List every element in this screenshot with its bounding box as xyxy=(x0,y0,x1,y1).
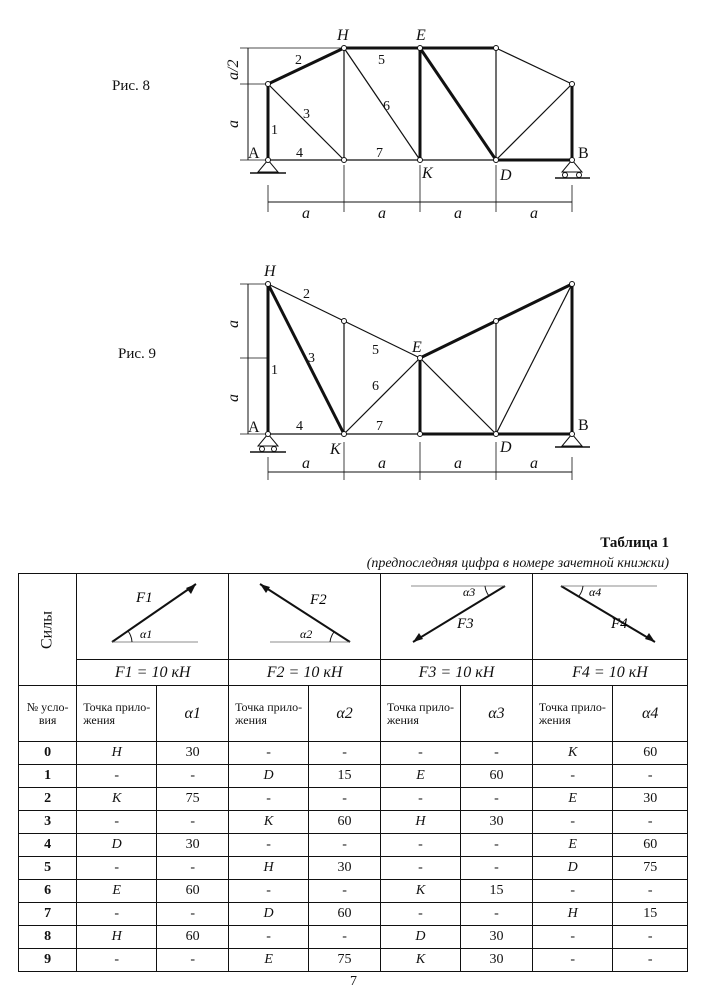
force-4-diagram xyxy=(532,574,687,660)
application-point: - xyxy=(532,926,613,949)
application-point: E xyxy=(532,788,613,811)
angle-value: - xyxy=(460,742,532,765)
angle-value: - xyxy=(613,811,688,834)
dim-a-1: a xyxy=(302,455,310,472)
force-4-arrow-icon xyxy=(533,574,687,654)
figure9-truss xyxy=(0,262,707,482)
page-number: 7 xyxy=(350,974,357,989)
condition-number: 2 xyxy=(19,788,77,811)
node-B: B xyxy=(578,417,589,434)
point-header-2: Точка прило-жения xyxy=(229,686,309,742)
angle-value: - xyxy=(309,834,381,857)
condition-number: 7 xyxy=(19,903,77,926)
angle-value: - xyxy=(613,765,688,788)
angle-value: - xyxy=(309,742,381,765)
dim-a-1: a xyxy=(302,205,310,220)
table-row xyxy=(19,742,688,765)
application-point: E xyxy=(229,949,309,972)
dim-a-upper: a xyxy=(225,320,242,328)
alpha-header-1: α1 xyxy=(157,686,229,742)
application-point: H xyxy=(381,811,461,834)
force-1-name: F1 xyxy=(135,590,153,606)
application-point: E xyxy=(77,880,157,903)
dim-a-2: a xyxy=(378,455,386,472)
angle-value: 15 xyxy=(460,880,532,903)
member-5: 5 xyxy=(378,53,385,68)
application-point: - xyxy=(532,811,613,834)
force-3-diagram xyxy=(381,574,533,660)
figure9-caption: Рис. 9 xyxy=(118,346,157,362)
node-B: B xyxy=(578,145,589,162)
alpha-2-label: α2 xyxy=(299,627,312,641)
angle-value: 60 xyxy=(460,765,532,788)
point-header-4: Точка прило-жения xyxy=(532,686,613,742)
application-point: - xyxy=(381,788,461,811)
force-4-name: F4 xyxy=(610,616,628,632)
application-point: D xyxy=(229,765,309,788)
node-K: K xyxy=(422,165,433,182)
angle-value: - xyxy=(613,926,688,949)
member-6: 6 xyxy=(383,99,390,114)
alpha-header-3: α3 xyxy=(460,686,532,742)
dim-a-lower: a xyxy=(225,394,242,402)
angle-value: 30 xyxy=(613,788,688,811)
node-H: H xyxy=(337,27,349,44)
application-point: - xyxy=(381,857,461,880)
application-point: K xyxy=(381,949,461,972)
member-3: 3 xyxy=(308,351,315,366)
angle-value: - xyxy=(460,834,532,857)
application-point: K xyxy=(229,811,309,834)
alpha-3-label: α3 xyxy=(463,585,476,599)
figure8-truss xyxy=(0,20,707,220)
angle-value: 60 xyxy=(613,834,688,857)
angle-value: 30 xyxy=(460,811,532,834)
forces-label: Силы xyxy=(38,610,56,649)
angle-value: - xyxy=(460,903,532,926)
member-7: 7 xyxy=(376,146,383,161)
member-2: 2 xyxy=(303,287,310,302)
table-row xyxy=(19,880,688,903)
angle-value: - xyxy=(157,857,229,880)
alpha-4-label: α4 xyxy=(588,585,602,599)
condition-number: 4 xyxy=(19,834,77,857)
dim-a-4: a xyxy=(530,205,538,220)
application-point: - xyxy=(229,880,309,903)
application-point: - xyxy=(77,811,157,834)
force-3-arrow-icon xyxy=(381,574,531,654)
forces-header-cell xyxy=(19,574,77,686)
node-E: E xyxy=(412,339,422,356)
member-4: 4 xyxy=(296,419,303,434)
application-point: - xyxy=(229,926,309,949)
dim-a-3: a xyxy=(454,455,462,472)
node-D: D xyxy=(500,439,512,456)
angle-value: - xyxy=(157,903,229,926)
angle-value: 60 xyxy=(157,926,229,949)
angle-value: - xyxy=(613,880,688,903)
table-row xyxy=(19,857,688,880)
application-point: H xyxy=(229,857,309,880)
angle-value: 60 xyxy=(309,811,381,834)
force-2-value: F2 = 10 кН xyxy=(229,660,381,686)
angle-value: 15 xyxy=(309,765,381,788)
application-point: K xyxy=(381,880,461,903)
application-point: K xyxy=(532,742,613,765)
application-point: D xyxy=(229,903,309,926)
angle-value: 30 xyxy=(309,857,381,880)
angle-value: - xyxy=(157,811,229,834)
member-3: 3 xyxy=(303,107,310,122)
angle-value: 75 xyxy=(613,857,688,880)
angle-value: - xyxy=(157,949,229,972)
angle-value: 75 xyxy=(157,788,229,811)
angle-value: - xyxy=(460,857,532,880)
application-point: E xyxy=(532,834,613,857)
alpha-1-label: α1 xyxy=(139,627,152,641)
angle-value: - xyxy=(309,926,381,949)
angle-value: - xyxy=(309,880,381,903)
force-4-value: F4 = 10 кН xyxy=(532,660,687,686)
application-point: - xyxy=(532,880,613,903)
point-header-1: Точка прило-жения xyxy=(77,686,157,742)
force-1-diagram xyxy=(77,574,229,660)
table-row xyxy=(19,926,688,949)
dim-a-3: a xyxy=(454,205,462,220)
condition-number: 5 xyxy=(19,857,77,880)
condition-number: 1 xyxy=(19,765,77,788)
application-point: - xyxy=(229,834,309,857)
force-2-name: F2 xyxy=(309,592,327,608)
application-point: - xyxy=(381,903,461,926)
table-row xyxy=(19,765,688,788)
member-6: 6 xyxy=(372,379,379,394)
force-1-arrow-icon xyxy=(78,574,228,654)
application-point: - xyxy=(77,949,157,972)
alpha-header-2: α2 xyxy=(309,686,381,742)
force-3-name: F3 xyxy=(457,616,475,632)
application-point: H xyxy=(77,926,157,949)
angle-value: 60 xyxy=(613,742,688,765)
application-point: - xyxy=(229,788,309,811)
condition-header: № усло-вия xyxy=(19,686,77,742)
angle-value: 75 xyxy=(309,949,381,972)
node-E: E xyxy=(416,27,426,44)
dim-a-half: a/2 xyxy=(225,59,242,80)
node-A: A xyxy=(248,145,260,162)
table-row xyxy=(19,811,688,834)
alpha-header-4: α4 xyxy=(613,686,688,742)
angle-value: 30 xyxy=(157,834,229,857)
member-5: 5 xyxy=(372,343,379,358)
angle-value: 30 xyxy=(460,926,532,949)
member-7: 7 xyxy=(376,419,383,434)
application-point: - xyxy=(532,765,613,788)
angle-value: 60 xyxy=(157,880,229,903)
condition-number: 0 xyxy=(19,742,77,765)
application-point: D xyxy=(532,857,613,880)
member-2: 2 xyxy=(295,53,302,68)
angle-value: 30 xyxy=(460,949,532,972)
dim-a-4: a xyxy=(530,455,538,472)
application-point: D xyxy=(77,834,157,857)
table-row xyxy=(19,903,688,926)
application-point: - xyxy=(77,765,157,788)
force-1-value: F1 = 10 кН xyxy=(77,660,229,686)
condition-number: 8 xyxy=(19,926,77,949)
force-2-arrow-icon xyxy=(230,574,380,654)
table-body xyxy=(19,742,688,972)
dim-a-2: a xyxy=(378,205,386,220)
member-1: 1 xyxy=(271,123,278,138)
condition-number: 6 xyxy=(19,880,77,903)
figure8-caption: Рис. 8 xyxy=(112,78,151,94)
application-point: H xyxy=(532,903,613,926)
table-title: Таблица 1 xyxy=(600,535,669,551)
application-point: - xyxy=(532,949,613,972)
angle-value: - xyxy=(460,788,532,811)
angle-value: - xyxy=(613,949,688,972)
node-A: A xyxy=(248,419,260,436)
application-point: - xyxy=(381,834,461,857)
condition-number: 9 xyxy=(19,949,77,972)
application-point: H xyxy=(77,742,157,765)
table-subtitle: (предпоследняя цифра в номере зачетной книжки) xyxy=(366,556,669,571)
point-header-3: Точка прило-жения xyxy=(381,686,461,742)
condition-number: 3 xyxy=(19,811,77,834)
application-point: - xyxy=(381,742,461,765)
application-point: E xyxy=(381,765,461,788)
member-4: 4 xyxy=(296,146,303,161)
angle-value: 15 xyxy=(613,903,688,926)
application-point: - xyxy=(229,742,309,765)
table-row xyxy=(19,834,688,857)
table-row xyxy=(19,949,688,972)
application-point: D xyxy=(381,926,461,949)
angle-value: - xyxy=(157,765,229,788)
angle-value: - xyxy=(309,788,381,811)
application-point: - xyxy=(77,903,157,926)
angle-value: 60 xyxy=(309,903,381,926)
application-point: - xyxy=(77,857,157,880)
forces-table xyxy=(18,573,688,972)
application-point: K xyxy=(77,788,157,811)
node-D: D xyxy=(500,167,512,184)
angle-value: 30 xyxy=(157,742,229,765)
node-K: K xyxy=(330,441,341,458)
member-1: 1 xyxy=(271,363,278,378)
dim-a-vertical: a xyxy=(225,120,242,128)
force-2-diagram xyxy=(229,574,381,660)
node-H: H xyxy=(264,263,276,280)
force-3-value: F3 = 10 кН xyxy=(381,660,533,686)
table-row xyxy=(19,788,688,811)
